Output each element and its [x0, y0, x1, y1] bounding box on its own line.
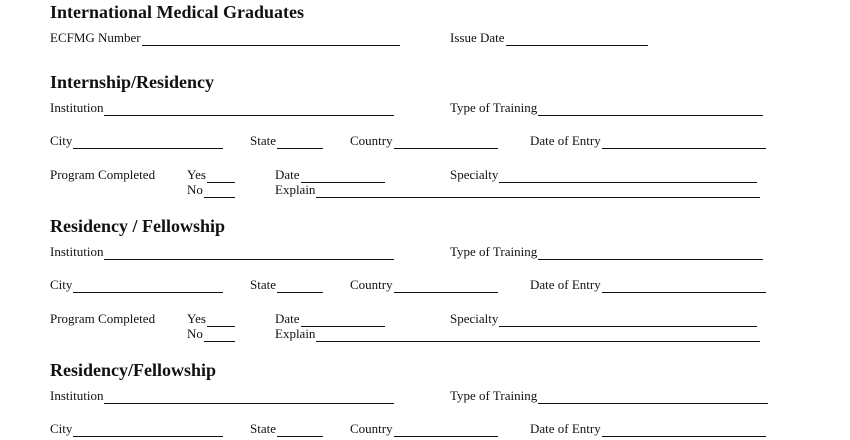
city-label: City: [50, 133, 73, 148]
explain-label: Explain: [275, 326, 316, 341]
date-of-entry-field-3[interactable]: [530, 421, 766, 437]
type-of-training-label: Type of Training: [450, 244, 538, 259]
city-label: City: [50, 421, 73, 436]
completion-date-field-2[interactable]: [275, 311, 385, 327]
no-label: No: [187, 182, 203, 197]
country-label: Country: [350, 421, 393, 436]
type-of-training-label: Type of Training: [450, 100, 538, 115]
completed-yes-field-2[interactable]: [187, 311, 235, 327]
country-input-line[interactable]: [394, 424, 498, 437]
date-of-entry-input-line[interactable]: [602, 280, 766, 293]
country-label: Country: [350, 277, 393, 292]
yes-label: Yes: [187, 167, 206, 182]
type-of-training-label: Type of Training: [450, 388, 538, 403]
country-label: Country: [350, 133, 393, 148]
institution-field-3[interactable]: [50, 388, 394, 404]
explain-input-line[interactable]: [316, 185, 760, 198]
institution-input-line[interactable]: [104, 391, 394, 404]
type-of-training-field-2[interactable]: [450, 244, 763, 260]
date-of-entry-label: Date of Entry: [530, 277, 601, 292]
state-field-1[interactable]: [250, 133, 323, 149]
section-heading-residency-fellowship: Residency / Fellowship: [50, 216, 226, 236]
date-of-entry-label: Date of Entry: [530, 421, 601, 436]
explain-field-1[interactable]: [275, 182, 760, 198]
specialty-label: Specialty: [450, 167, 499, 182]
completed-no-field-1[interactable]: [187, 182, 235, 198]
institution-input-line[interactable]: [104, 103, 394, 116]
type-of-training-field-1[interactable]: [450, 100, 763, 116]
completed-no-field-2[interactable]: [187, 326, 235, 342]
date-of-entry-label: Date of Entry: [530, 133, 601, 148]
no-label: No: [187, 326, 203, 341]
specialty-field-1[interactable]: [450, 167, 757, 183]
ecfmg-number-label: ECFMG Number: [50, 30, 141, 45]
completed-yes-field-1[interactable]: [187, 167, 235, 183]
institution-input-line[interactable]: [104, 247, 394, 260]
explain-input-line[interactable]: [316, 329, 760, 342]
institution-label: Institution: [50, 244, 104, 259]
section-heading-internship-residency: Internship/Residency: [50, 72, 215, 92]
city-field-2[interactable]: [50, 277, 223, 293]
date-of-entry-input-line[interactable]: [602, 136, 766, 149]
state-label: State: [250, 133, 276, 148]
city-field-3[interactable]: [50, 421, 223, 437]
type-of-training-input-line[interactable]: [538, 391, 768, 404]
issue-date-input-line[interactable]: [506, 33, 648, 46]
section-heading-residency-fellowship-2: Residency/Fellowship: [50, 360, 217, 380]
specialty-field-2[interactable]: [450, 311, 757, 327]
state-field-3[interactable]: [250, 421, 323, 437]
date-of-entry-field-1[interactable]: [530, 133, 766, 149]
city-input-line[interactable]: [73, 136, 223, 149]
institution-field-2[interactable]: [50, 244, 394, 260]
city-label: City: [50, 277, 73, 292]
country-input-line[interactable]: [394, 136, 498, 149]
city-input-line[interactable]: [73, 280, 223, 293]
explain-label: Explain: [275, 182, 316, 197]
specialty-input-line[interactable]: [499, 314, 757, 327]
institution-label: Institution: [50, 100, 104, 115]
country-field-1[interactable]: [350, 133, 498, 149]
state-label: State: [250, 421, 276, 436]
date-label: Date: [275, 167, 300, 182]
program-completed-label: Program Completed: [50, 311, 156, 326]
type-of-training-input-line[interactable]: [538, 103, 763, 116]
state-label: State: [250, 277, 276, 292]
date-of-entry-input-line[interactable]: [602, 424, 766, 437]
specialty-input-line[interactable]: [499, 170, 757, 183]
state-field-2[interactable]: [250, 277, 323, 293]
institution-label: Institution: [50, 388, 104, 403]
specialty-label: Specialty: [450, 311, 499, 326]
no-input-line[interactable]: [204, 329, 235, 342]
yes-label: Yes: [187, 311, 206, 326]
country-field-3[interactable]: [350, 421, 498, 437]
country-field-2[interactable]: [350, 277, 498, 293]
type-of-training-input-line[interactable]: [538, 247, 763, 260]
type-of-training-field-3[interactable]: [450, 388, 768, 404]
institution-field-1[interactable]: [50, 100, 394, 116]
date-label: Date: [275, 311, 300, 326]
no-input-line[interactable]: [204, 185, 235, 198]
date-of-entry-field-2[interactable]: [530, 277, 766, 293]
explain-field-2[interactable]: [275, 326, 760, 342]
issue-date-label: Issue Date: [450, 30, 505, 45]
section-heading-international-medical-graduates: International Medical Graduates: [50, 2, 304, 22]
program-completed-label: Program Completed: [50, 167, 156, 182]
city-input-line[interactable]: [73, 424, 223, 437]
state-input-line[interactable]: [277, 424, 323, 437]
completion-date-field-1[interactable]: [275, 167, 385, 183]
state-input-line[interactable]: [277, 280, 323, 293]
city-field-1[interactable]: [50, 133, 223, 149]
country-input-line[interactable]: [394, 280, 498, 293]
ecfmg-number-input-line[interactable]: [142, 33, 400, 46]
issue-date-field[interactable]: [450, 30, 648, 46]
state-input-line[interactable]: [277, 136, 323, 149]
ecfmg-number-field[interactable]: [50, 30, 400, 46]
